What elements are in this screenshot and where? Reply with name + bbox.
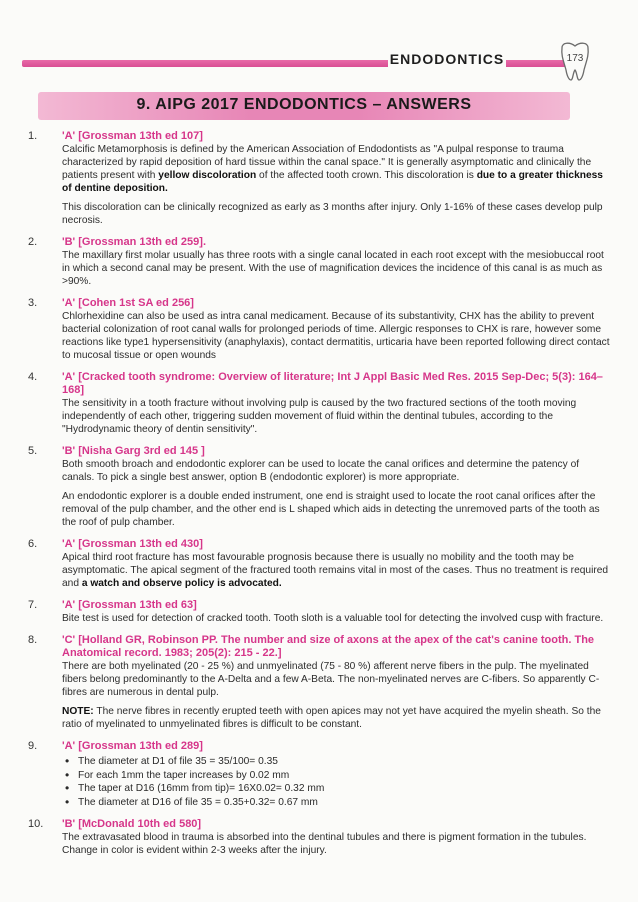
answer-number: 1. xyxy=(28,130,38,142)
answer-reference: 'B' [Nisha Garg 3rd ed 145 ] xyxy=(62,445,205,457)
answer-item-9 xyxy=(24,740,614,809)
answer-number: 6. xyxy=(28,538,38,550)
page-title: 9. AIPG 2017 ENDODONTICS – ANSWERS xyxy=(136,96,472,113)
answer-explanation: Both smooth broach and endodontic explorer can be used to locate the canal orifices and determine the patency of canals. To pick a single best answer, option B (endodontic explorer) is more appropriate. xyxy=(62,459,580,483)
section-header: ENDODONTICS xyxy=(388,48,506,70)
answer-reference: 'A' [Cohen 1st SA ed 256] xyxy=(62,297,194,309)
answer-item-6 xyxy=(24,538,614,590)
answer-number: 8. xyxy=(28,634,38,646)
answer-item-7 xyxy=(24,599,614,625)
answer-item-8 xyxy=(24,634,614,731)
bullet-item: • The taper at D16 (16mm from tip)= 16X0.02= 0.32 mm xyxy=(62,782,614,796)
answer-number: 5. xyxy=(28,445,38,457)
answer-explanation: Calcific Metamorphosis is defined by the American Association of Endodontists as "A pulpal response to trauma characterized by rapid deposition of hard tissue within the canal space." It is generally asymptomatic and clinically the patients present with yellow discoloration of the affected tooth crown. This discoloration is due to a greater thickness of dentine deposition. xyxy=(62,144,603,194)
calculation-bullets xyxy=(62,755,614,809)
answer-item-5 xyxy=(24,445,614,529)
answer-explanation: Chlorhexidine can also be used as intra canal medicament. Because of its substantivity, CHX has the ability to prevent bacterial colonization of root canal walls for prolonged periods of time. Allergic responses to CHX is rare, however some reactions like type1 hypersensitivity (anaphylaxis), contact dermatitis, urticaria have been reported following direct contact to mucosal tissue or open wounds xyxy=(62,311,610,361)
answer-reference: 'A' [Grossman 13th ed 430] xyxy=(62,538,203,550)
answer-number: 10. xyxy=(28,818,44,830)
answer-number: 9. xyxy=(28,740,38,752)
answer-explanation: An endodontic explorer is a double ended instrument, one end is straight used to locate the root canal orifices after the removal of the pulp chamber, and the other end is L shaped which aids in detecting the unremoved parts of the tooth as the roof of pulp chamber. xyxy=(62,491,600,528)
answer-item-4 xyxy=(24,371,614,436)
answer-item-1 xyxy=(24,130,614,227)
answer-explanation: This discoloration can be clinically recognized as early as 3 months after injury. Only 1-16% of these cases develop pulp necrosis. xyxy=(62,202,603,226)
answer-number: 7. xyxy=(28,599,38,611)
answer-number: 3. xyxy=(28,297,38,309)
answer-explanation: There are both myelinated (20 - 25 %) and unmyelinated (75 - 80 %) afferent nerve fibers in the pulp. The myelinated fibers belong predominantly to the A-Delta and a few A-Beta. The non-myelinated nerves are C-fibers. So apparently C-fibres are numerous in dental pulp. xyxy=(62,661,600,698)
answer-note: NOTE: The nerve fibres in recently erupted teeth with open apices may not yet have acquired the myelin sheath. So the ratio of myelinated to unmyelinated fibres is difficult to be constant. xyxy=(62,706,601,730)
answer-item-3 xyxy=(24,297,614,362)
answer-explanation: Bite test is used for detection of cracked tooth. Tooth sloth is a valuable tool for detecting the involved cusp with fracture. xyxy=(62,613,604,624)
bullet-item: • The diameter at D16 of file 35 = 0.35+0.32= 0.67 mm xyxy=(62,796,614,810)
answer-reference: 'A' [Grossman 13th ed 107] xyxy=(62,130,203,142)
answer-explanation: The sensitivity in a tooth fracture without involving pulp is caused by the two fractured sections of the tooth moving independently of each other, triggering sudden movement of fluid within the dentinal tubules, according to the "Hydrodynamic theory of dentin sensitivity". xyxy=(62,398,577,435)
answer-reference: 'A' [Grossman 13th ed 63] xyxy=(62,599,197,611)
answer-reference: 'A' [Grossman 13th ed 289] xyxy=(62,740,203,752)
answer-item-10 xyxy=(24,818,614,857)
page-number: 173 xyxy=(566,53,584,64)
answer-explanation: The extravasated blood in trauma is absorbed into the dentinal tubules and there is pigment formation in the tubules. Change in color is evident within 2-3 weeks after the injury. xyxy=(62,832,587,856)
bullet-item: • For each 1mm the taper increases by 0.02 mm xyxy=(62,769,614,783)
bullet-item: • The diameter at D1 of file 35 = 35/100= 0.35 xyxy=(62,755,614,769)
answer-reference: 'C' [Holland GR, Robinson PP. The number and size of axons at the apex of the cat's canine tooth. The Anatomical record. 1983; 205(2): 215 - 22.] xyxy=(62,634,595,659)
answer-reference: 'B' [McDonald 10th ed 580] xyxy=(62,818,202,830)
answer-reference: 'B' [Grossman 13th ed 259]. xyxy=(62,236,206,248)
answers-title-bar xyxy=(38,92,570,120)
answer-explanation: The maxillary first molar usually has three roots with a single canal located in each root except with the mesiobuccal root in which a second canal may be present. With the use of magnification devices the incidence of this canal is as much as >90%. xyxy=(62,250,604,287)
answer-item-2 xyxy=(24,236,614,288)
answer-explanation: Apical third root fracture has most favourable prognosis because there is usually no mobility and the tooth may be asymptomatic. The apical segment of the fractured tooth remains vital in most of the cases. Thus no treatment is required and a watch and observe policy is advocated. xyxy=(62,552,609,589)
answer-reference: 'A' [Cracked tooth syndrome: Overview of literature; Int J Appl Basic Med Res. 2015 Sep-Dec; 5(3): 164–168] xyxy=(62,371,603,396)
answer-number: 4. xyxy=(28,371,38,383)
answers-list xyxy=(24,130,614,866)
answer-number: 2. xyxy=(28,236,38,248)
